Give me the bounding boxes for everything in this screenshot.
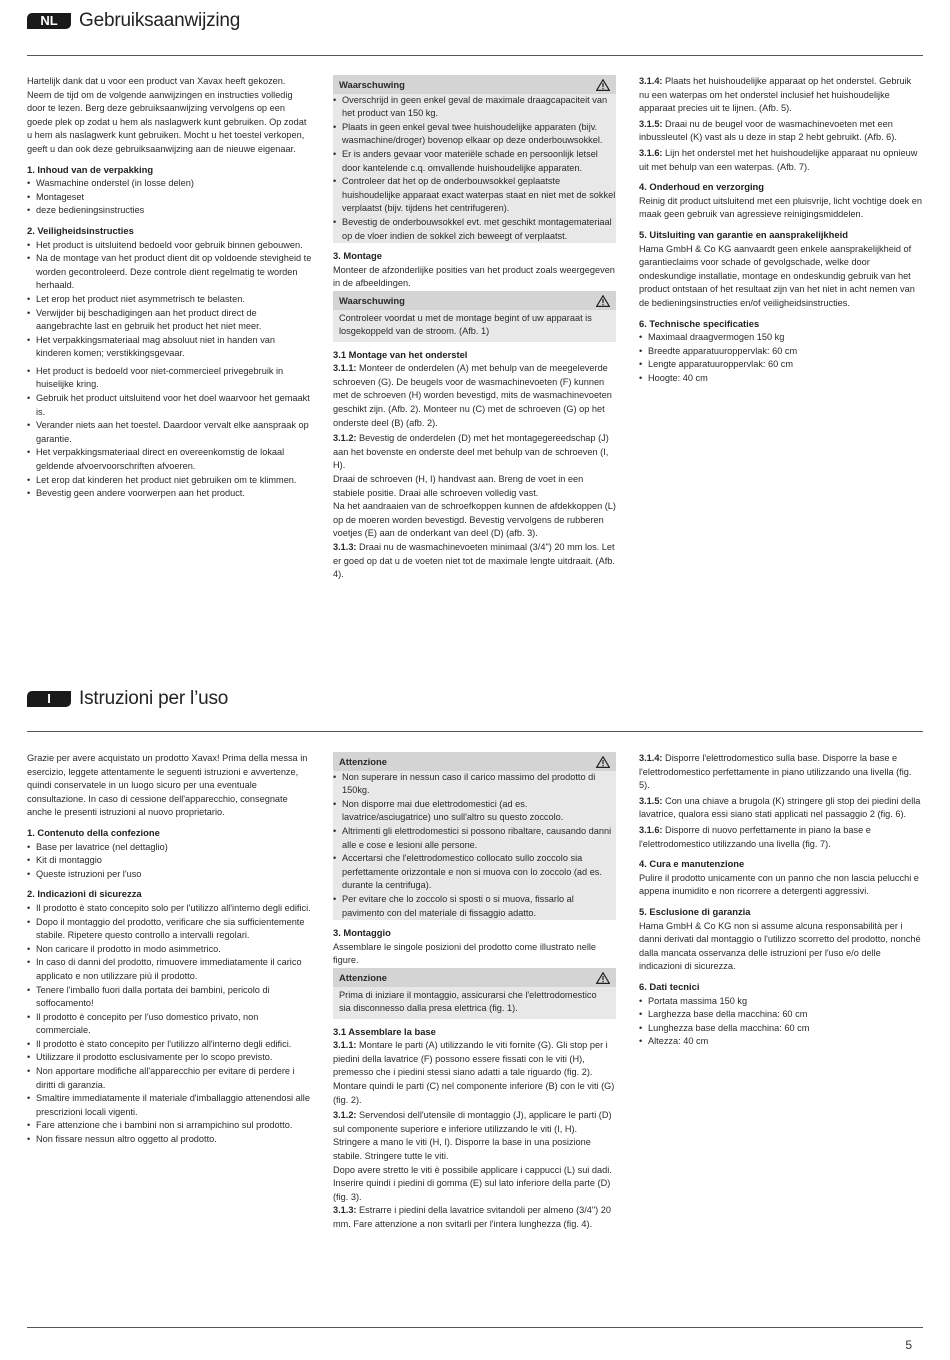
list-item: • Breedte apparatuuroppervlak: 60 cm [639,345,923,359]
list-item: • Het verpakkingsmateriaal mag absoluut niet in handen van kinderen komen; verstikkingsgevaar. [27,334,312,361]
list-item: • Il prodotto è concepito per l'uso domestico privato, non commerciale. [27,1011,312,1038]
list-item: • deze bedieningsinstructies [27,204,312,218]
warning-title: Waarschuwing [339,79,405,90]
list-item: • Montageset [27,191,312,205]
package-contents-list [27,177,312,218]
header-divider-nl [27,55,923,56]
warning-header [333,75,616,94]
section-title-nl: Gebruiksaanwijzing [79,10,241,31]
it-column-3 [639,752,923,1049]
warning-header [333,291,616,310]
step-3-1-4: 3.1.4: Plaats het huishoudelijke apparaat op het onderstel. Gebruik nu een waterpas om het onderstel inclusief het huishoudelijke apparaat precies uit te lijnen. (Afb. 5). [639,76,912,114]
warning-box [333,291,616,342]
list-item: • Er is anders gevaar voor materiële schade en persoonlijk letsel door kantelende c.q. omvallende huishoudelijke apparaten. [333,148,616,175]
warning-list [333,771,616,921]
list-item: • Queste istruzioni per l'uso [27,868,312,882]
heading-warranty: 5. Esclusione di garanzia [639,905,751,917]
heading-care: 4. Cura e manutenzione [639,858,745,870]
care-text: Reinig dit product uitsluitend met een pluisvrije, licht vochtige doek en maak geen gebruik van agressieve reinigingsmiddelen. [639,195,922,220]
page-number: 5 [905,1338,912,1352]
footer-divider [27,1327,923,1328]
montage-text: Assemblare le singole posizioni del prodotto come illustrato nelle figure. [333,941,597,966]
nl-section-header [27,10,240,32]
section-title-it: Istruzioni per l’uso [79,688,229,709]
list-item: • Non apportare modifiche all'apparecchio per evitare di perdere i diritti di garanzia. [27,1065,312,1092]
step-3-1-2: 3.1.2: Bevestig de onderdelen (D) met het montagegereedschap (J) aan het bovenste en onderste deel met behulp van de schroeven (I, H). [333,433,609,471]
warranty-text: Hama GmbH & Co KG non si assume alcuna responsabilità per i danni derivati dal montaggio o l'utilizzo scorretto del prodotto, nonché dalla mancata osservanza delle istruzioni per l'uso e/o delle indicazioni di sicurezza. [639,920,921,972]
warning-triangle-icon [596,295,610,307]
specs-list [639,331,923,385]
list-item: • Dopo il montaggio del prodotto, verificare che sia sufficientemente stabile. Ripetere questo controllo a intervalli regolari. [27,916,312,943]
list-item: • In caso di danni del prodotto, rimuovere immediatamente il carico applicato e non utilizzare più il prodotto. [27,956,312,983]
list-item: • Het product is uitsluitend bedoeld voor gebruik binnen gebouwen. [27,239,312,253]
list-item: • Non superare in nessun caso il carico massimo del prodotto di 150kg. [333,771,616,798]
list-item: • Verwijder bij beschadigingen aan het product direct de aangebrachte last en gebruik het product het niet meer. [27,307,312,334]
it-column-2 [333,752,616,1232]
warning-triangle-icon [596,79,610,91]
heading-package-contents: 1. Contenuto della confezione [27,826,160,838]
list-item: • Na de montage van het product dient dit op voldoende stevigheid te worden gecontroleerd. Deze controle dient regelmatig te worden herhaald. [27,252,312,293]
package-contents-list [27,841,312,882]
step-3-1-2-text-c: Dopo avere stretto le viti è possibile applicare i cappucci (L) sui dadi. Inserire quindi i piedini di gomma (E) sul lato inferiore della parte (D) (fig. 3). [333,1164,612,1202]
step-3-1-4: 3.1.4: Disporre l'elettrodomestico sulla base. Disporre la base e l'elettrodomestico perfettamente in piano utilizzando una livella (fig. 5). [639,753,912,791]
language-badge-it: I [27,691,71,707]
list-item: • Controleer dat het op de onderbouwsokkel geplaatste huishoudelijke apparaat exact waterpas staat en niet met de sokkel verplaatst (bijv. tijdens het centrifugeren). [333,175,616,216]
list-item: • Bevestig geen andere voorwerpen aan het product. [27,487,312,501]
list-item: • Lengte apparatuuroppervlak: 60 cm [639,358,923,372]
list-item: • Kit di montaggio [27,854,312,868]
heading-care: 4. Onderhoud en verzorging [639,181,765,193]
list-item: • Fare attenzione che i bambini non si arrampichino sul prodotto. [27,1119,312,1133]
list-item: • Utilizzare il prodotto esclusivamente per lo scopo previsto. [27,1051,312,1065]
heading-assembly: 3.1 Montage van het onderstel [333,348,468,360]
list-item: • Il prodotto è stato concepito solo per l'utilizzo all'interno degli edifici. [27,902,312,916]
safety-list-2 [27,365,312,501]
list-item: • Bevestig de onderbouwsokkel evt. met geschikt montagemateriaal op de vloer indien de sokkel zich beweegt of verplaatst. [333,216,616,243]
it-section-header [27,688,228,710]
safety-list [27,902,312,1147]
step-3-1-5: 3.1.5: Con una chiave a brugola (K) stringere gli stop dei piedini della lavatrice, qualora essi siano stati applicati nel passaggio 2 (fig. 6). [639,795,921,820]
list-item: • Gebruik het product uitsluitend voor het doel waarvoor het gemaakt is. [27,392,312,419]
list-item: • Maximaal draagvermogen 150 kg [639,331,923,345]
heading-safety: 2. Veiligheidsinstructies [27,224,134,236]
warning-header [333,752,616,771]
list-item: • Let erop dat kinderen het product niet gebruiken om te klimmen. [27,474,312,488]
list-item: • Lunghezza base della macchina: 60 cm [639,1022,923,1036]
nl-column-1 [27,75,312,501]
warning-title: Attenzione [339,756,387,767]
montage-text: Monteer de afzonderlijke posities van het product zoals weergegeven in de afbeeldingen. [333,264,615,289]
warning-box [333,968,616,1019]
warning-title: Waarschuwing [339,294,405,306]
warning-triangle-icon [596,756,610,768]
warning-box [333,752,616,920]
list-item: • Non fissare nessun altro oggetto al prodotto. [27,1133,312,1147]
heading-specs: 6. Technische specificaties [639,317,760,329]
warning-list [333,94,616,244]
list-item: • Altezza: 40 cm [639,1035,923,1049]
step-3-1-5: 3.1.5: Draai nu de beugel voor de wasmachinevoeten met een inbussleutel (K) vast als u deze in stap 2 hebt gebruikt. (Afb. 6). [639,118,897,143]
step-3-1-3: 3.1.3: Estrarre i piedini della lavatrice svitandoli per almeno (3/4") 20 mm. Fare attenzione a non svitarli per l'intera lunghezza (fig. 4). [333,1205,612,1229]
list-item: • Smaltire immediatamente il materiale d'imballaggio attenendosi alle prescrizioni locali vigenti. [27,1092,312,1119]
list-item: • Non caricare il prodotto in modo asimmetrico. [27,943,312,957]
heading-package-contents: 1. Inhoud van de verpakking [27,163,154,175]
step-3-1-2: 3.1.2: Servendosi dell'utensile di montaggio (J), applicare le parti (D) sul componente superiore e inferiore utilizzando le viti (I, H). [333,1110,612,1134]
heading-assembly: 3.1 Assemblare la base [333,1025,436,1037]
intro-text: Hartelijk dank dat u voor een product van Xavax heeft gekozen. Neem de tijd om de volgende aanwijzingen en instructies volledig door te lezen. Berg deze gebruiksaanwijzing vervolgens op een goede plek op zodat u hem als naslagwerk kunt gebruiken. Op zodat u hem als naslagwerk kunt gebruiken. Mocht u het toestel verkopen, geeft u dan ook deze gebruiksaanwijzing aan de nieuwe eigenaar. [27,76,307,154]
list-item: • Let erop het product niet asymmetrisch te belasten. [27,293,312,307]
list-item: • Il prodotto è stato concepito per l'utilizzo all'interno degli edifici. [27,1038,312,1052]
list-item: • Portata massima 150 kg [639,995,923,1009]
warning-text: Prima di iniziare il montaggio, assicurarsi che l'elettrodomestico sia disconnesso dalla presa elettrica (fig. 1). [339,989,597,1014]
list-item: • Per evitare che lo zoccolo si sposti o si muova, fissarlo al pavimento con del materiale di fissaggio adatto. [333,893,616,920]
care-text: Pulire il prodotto unicamente con un panno che non lascia pelucchi e appena inumidito e non ricorrere a detergenti aggressivi. [639,872,919,897]
heading-warranty: 5. Uitsluiting van garantie en aansprakelijkheid [639,228,848,240]
list-item: • Accertarsi che l'elettrodomestico collocato sullo zoccolo sia perfettamente orizzontale e non si muova con lo zoccolo (ad es. durante la centrifuga). [333,852,616,893]
list-item: • Tenere l'imballo fuori dalla portata dei bambini, pericolo di soffocamento! [27,984,312,1011]
list-item: • Base per lavatrice (nel dettaglio) [27,841,312,855]
warning-title: Attenzione [339,971,387,983]
list-item: • Non disporre mai due elettrodomestici (ad es. lavatrice/asciugatrice) uno sull'altro su questo zoccolo. [333,798,616,825]
list-item: • Verander niets aan het toestel. Daardoor vervalt elke aanspraak op garantie. [27,419,312,446]
heading-specs: 6. Dati tecnici [639,980,700,992]
warning-box [333,75,616,243]
list-item: • Larghezza base della macchina: 60 cm [639,1008,923,1022]
intro-text: Grazie per avere acquistato un prodotto Xavax! Prima della messa in esercizio, leggete attentamente le seguenti istruzioni e avvertenze, quindi conservatele in un luogo sicuro per una eventuale consultazione. In caso di cessione dell'apparecchio, consegnate anche le presenti istruzioni al nuovo proprietario. [27,753,308,818]
step-3-1-2-text-b: Draai de schroeven (H, I) handvast aan. Breng de voet in een stabiele positie. Draai alle schroeven volledig vast. [333,474,584,498]
language-badge-nl: NL [27,13,71,29]
list-item: • Het verpakkingsmateriaal direct en overeenkomstig de lokaal geldende afvoervoorschriften afvoeren. [27,446,312,473]
step-3-1-1: 3.1.1: Montare le parti (A) utilizzando le viti fornite (G). Gli stop per i piedini della lavatrice (F) possono essere fissati con le viti (H), premesso che i piedini stessi siano adatti a tale riguardo (fig. 2). Montare quindi le parti (C) nel componente inferiore (B) con le viti (G) (fig. 2). [333,1040,615,1105]
warning-triangle-icon [596,972,610,984]
step-3-1-2-text-b: Stringere a mano le viti (H, I). Disporre la base in una posizione stabile. Stringere tutte le viti. [333,1137,591,1162]
header-divider-it [27,731,923,732]
warning-text: Controleer voordat u met de montage begint of uw apparaat is losgekoppeld van de stroom. (Afb. 1) [339,312,592,337]
list-item: • Wasmachine onderstel (in losse delen) [27,177,312,191]
heading-montage: 3. Montaggio [333,927,391,939]
list-item: • Altrimenti gli elettrodomestici si possono ribaltare, causando danni alle e cose e lesioni alle persone. [333,825,616,852]
heading-safety: 2. Indicazioni di sicurezza [27,888,142,900]
nl-column-2 [333,75,616,582]
heading-montage: 3. Montage [333,250,382,262]
specs-list [639,995,923,1049]
step-3-1-1: 3.1.1: Monteer de onderdelen (A) met behulp van de meegeleverde schroeven (G). De beugels voor de wasmachinevoeten (F) kunnen met de schroeven (H) worden bevestigd, mits de wasmachinevoeten geschikt zijn. (Afb. 2). Monteer nu (C) met de schroeven (G) op het onderste deel (B) (afb. 2). [333,363,612,428]
list-item: • Het product is bedoeld voor niet-commercieel privegebruik in huiselijke kring. [27,365,312,392]
safety-list [27,239,312,361]
nl-column-3 [639,75,923,385]
warning-header [333,968,616,987]
list-item: • Plaats in geen enkel geval twee huishoudelijke apparaten (bijv. wasmachine/droger) bovenop elkaar op deze onderbouwsokkel. [333,121,616,148]
list-item: • Overschrijd in geen enkel geval de maximale draagcapaciteit van het product van 150 kg. [333,94,616,121]
step-3-1-6: 3.1.6: Lijn het onderstel met het huishoudelijke apparaat nu opnieuw uit met behulp van een waterpas. (Afb. 7). [639,147,918,172]
it-column-1 [27,752,312,1147]
step-3-1-3: 3.1.3: Draai nu de wasmachinevoeten minimaal (3/4") 20 mm los. Let er goed op dat u de voeten niet tot de maximale lengte uitdraait. (Afb. 4). [333,542,615,580]
step-3-1-6: 3.1.6: Disporre di nuovo perfettamente in piano la base e l'elettrodomestico utilizzando una livella (fig. 7). [639,824,871,849]
step-3-1-2-text-c: Na het aandraaien van de schroefkoppen kunnen de afdekkoppen (L) op de moeren worden bevestigd. Bevestig vervolgens de rubberen voetjes (E) aan de onderkant van deel (D) (afb. 3). [333,501,616,539]
warranty-text: Hama GmbH & Co KG aanvaardt geen enkele aansprakelijkheid of garantieclaims voor schade of gevolgschade, welke door ondeskundige installatie, montage en ondeskundig gebruik van het product ontstaan of het resultaat zijn van het niet in acht nemen van de bedieningsinstructies en/of veiligheidsinstructies. [639,243,915,308]
list-item: • Hoogte: 40 cm [639,372,923,386]
